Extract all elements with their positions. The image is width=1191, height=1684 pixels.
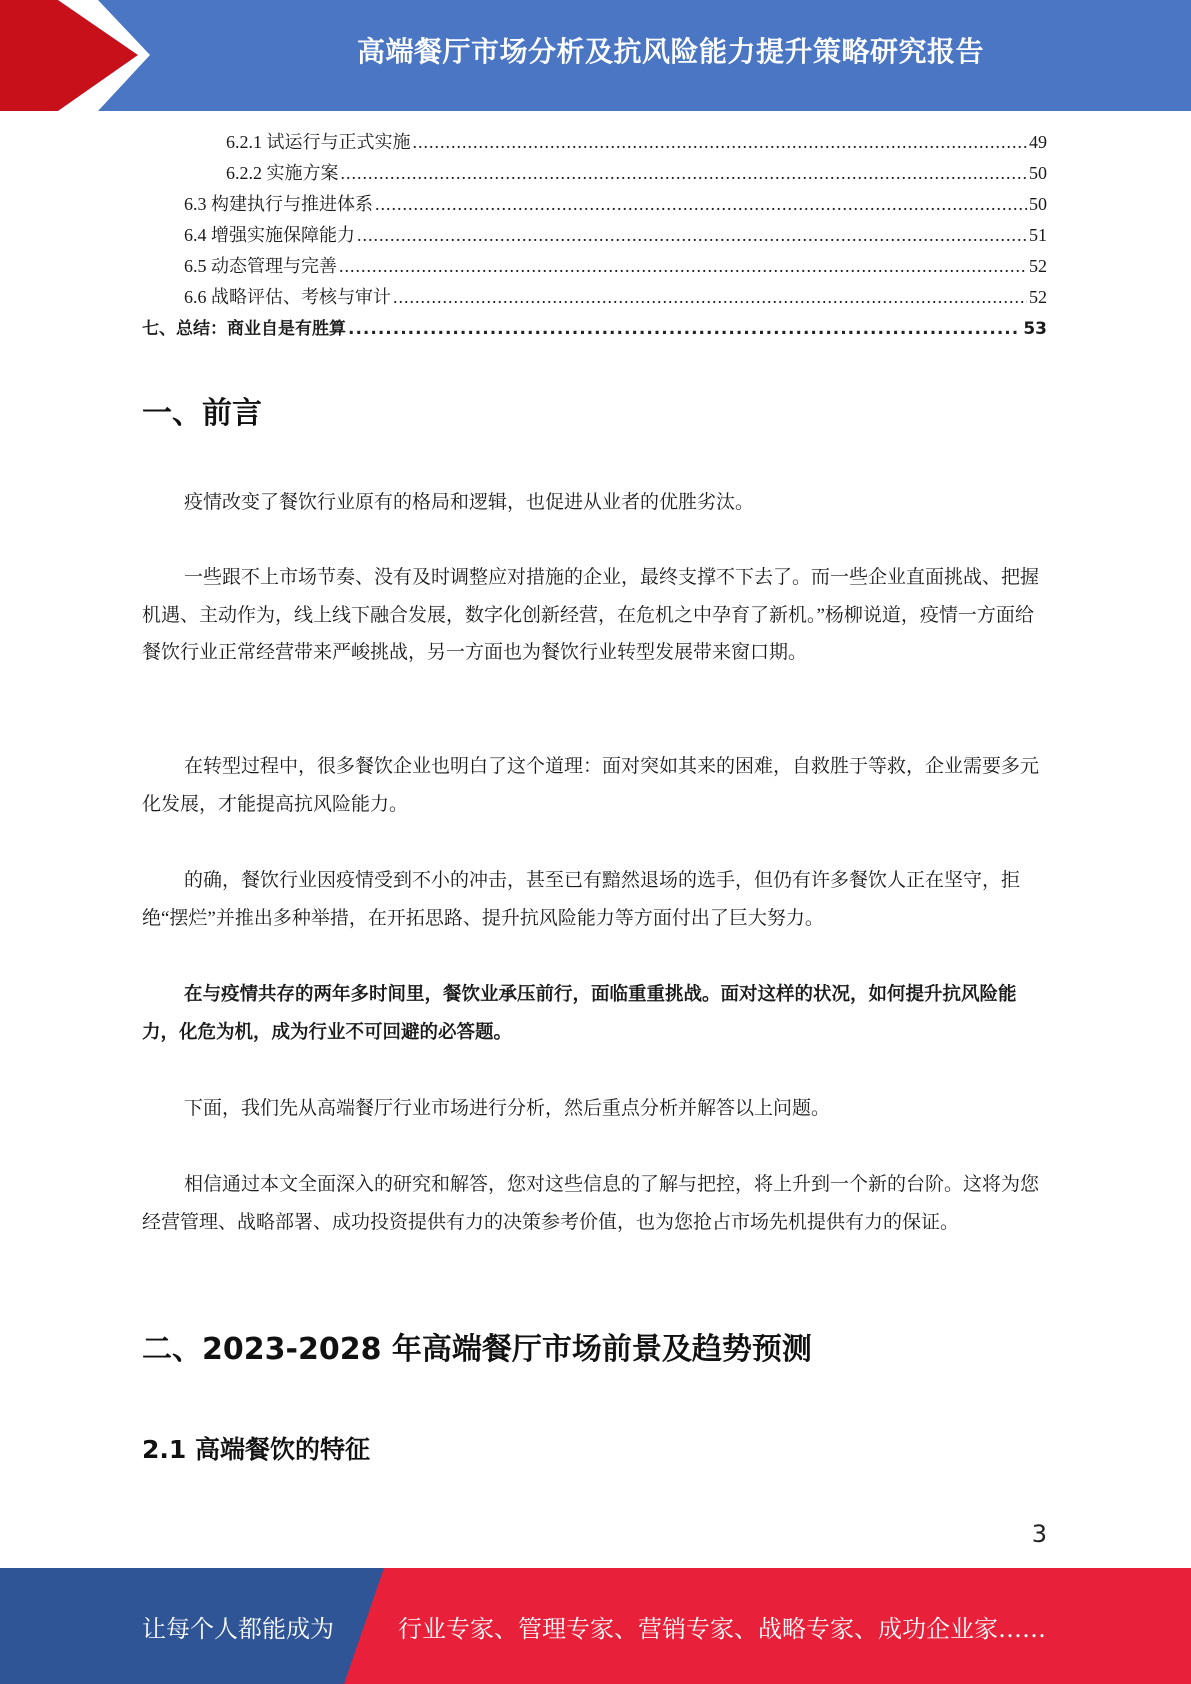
- toc-item-label: 6.2.1 试运行与正式实施: [226, 132, 411, 152]
- paragraph-emphasis: 在与疫情共存的两年多时间里，餐饮业承压前行，面临重重挑战。面对这样的状况，如何提升抗风险能力，化危为机，成为行业不可回避的必答题。: [142, 984, 1017, 1043]
- toc-item[interactable]: [142, 252, 1047, 283]
- toc-item-page: 50: [1029, 194, 1047, 214]
- header-title: 高端餐厅市场分析及抗风险能力提升策略研究报告: [356, 35, 984, 68]
- section-heading-forecast: 二、2023-2028 年高端餐厅市场前景及趋势预测: [142, 1332, 812, 1367]
- toc-item-label: 6.2.2 实施方案: [226, 163, 339, 183]
- toc-item[interactable]: [142, 314, 1047, 345]
- paragraph: 相信通过本文全面深入的研究和解答，您对这些信息的了解与把控，将上升到一个新的台阶。这将为您经营管理、战略部署、成功投资提供有力的决策参考价值，也为您抢占市场先机提供有力的保证。: [142, 1174, 1040, 1233]
- toc-item-label: 6.5 动态管理与完善: [184, 256, 337, 276]
- paragraph: 疫情改变了餐饮行业原有的格局和逻辑，也促进从业者的优胜劣汰。: [184, 492, 755, 513]
- page-footer: [0, 1568, 1191, 1684]
- toc-item-label: 6.6 战略评估、考核与审计: [184, 287, 391, 307]
- paragraph: 下面，我们先从高端餐厅行业市场进行分析，然后重点分析并解答以上问题。: [184, 1098, 831, 1119]
- toc-item-label: 6.3 构建执行与推进体系: [184, 194, 373, 214]
- toc-item-page: 53: [1023, 319, 1047, 339]
- page-number: 3: [1031, 1520, 1047, 1548]
- toc-item-page: 52: [1029, 256, 1047, 276]
- footer-slogan-left: 让每个人都能成为: [142, 1614, 334, 1643]
- table-of-contents: [142, 128, 1047, 345]
- toc-leader-dots: [348, 319, 1021, 339]
- section-heading-preface: 一、前言: [142, 396, 262, 431]
- toc-leader-dots: [413, 132, 1028, 153]
- toc-item[interactable]: [142, 128, 1047, 159]
- toc-leader-dots: [375, 194, 1027, 215]
- subsection-heading: 2.1 高端餐饮的特征: [142, 1435, 370, 1464]
- toc-item-page: 49: [1029, 132, 1047, 152]
- toc-leader-dots: [339, 256, 1027, 277]
- toc-item-label: 6.4 增强实施保障能力: [184, 225, 355, 245]
- toc-leader-dots: [357, 225, 1027, 246]
- toc-item-page: 52: [1029, 287, 1047, 307]
- toc-item[interactable]: [142, 283, 1047, 314]
- toc-leader-dots: [341, 163, 1028, 184]
- toc-leader-dots: [393, 287, 1027, 308]
- paragraph: 一些跟不上市场节奏、没有及时调整应对措施的企业，最终支撑不下去了。而一些企业直面挑战、把握机遇、主动作为，线上线下融合发展，数字化创新经营，在危机之中孕育了新机。”杨柳说道，疫情一方面给餐饮行业正常经营带来严峻挑战，另一方面也为餐饮行业转型发展带来窗口期。: [142, 567, 1040, 663]
- toc-item[interactable]: [142, 159, 1047, 190]
- footer-slogan-right: 行业专家、管理专家、营销专家、战略专家、成功企业家……: [398, 1614, 1046, 1643]
- toc-item-page: 50: [1029, 163, 1047, 183]
- paragraph: 的确，餐饮行业因疫情受到不小的冲击，甚至已有黯然退场的选手，但仍有许多餐饮人正在坚守，拒绝“摆烂”并推出多种举措，在开拓思路、提升抗风险能力等方面付出了巨大努力。: [142, 870, 1021, 929]
- toc-item[interactable]: [142, 221, 1047, 252]
- toc-item-page: 51: [1029, 225, 1047, 245]
- page-header: [0, 0, 1191, 111]
- paragraph: 在转型过程中，很多餐饮企业也明白了这个道理：面对突如其来的困难，自救胜于等救，企业需要多元化发展，才能提高抗风险能力。: [142, 756, 1040, 815]
- toc-item-label: 七、总结：商业自是有胜算: [142, 319, 346, 339]
- toc-item[interactable]: [142, 190, 1047, 221]
